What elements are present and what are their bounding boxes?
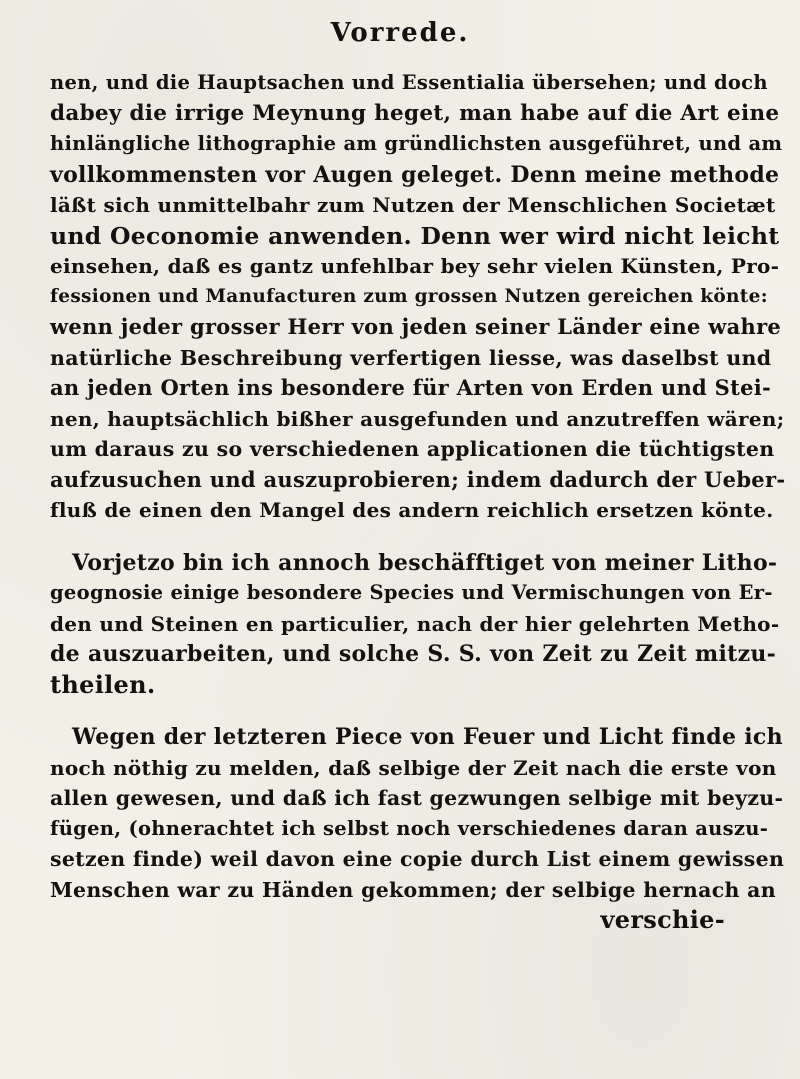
text-line: fügen, (ohnerachtet ich selbst noch verschiedenes daran auszu- [50, 816, 769, 840]
text-line: dabey die irrige Meynung heget, man habe auf die Art eine [50, 100, 780, 126]
text-line: allen gewesen, und daß ich fast gezwungen selbige mit beyzu- [50, 786, 784, 810]
text-line: fluß de einen den Mangel des andern reichlich ersetzen könte. [50, 498, 774, 522]
paragraph-1 [50, 68, 785, 526]
text-line: nen, und die Hauptsachen und Essentialia übersehen; und doch [50, 71, 768, 94]
text-line: läßt sich unmittelbahr zum Nutzen der Menschlichen Societæt [50, 193, 776, 217]
text-line: Vorjetzo bin ich annoch beschäfftiget von meiner Litho- [72, 549, 778, 576]
text-line: noch nöthig zu melden, daß selbige der Zeit nach die erste von [50, 755, 777, 780]
text-line: Wegen der letzteren Piece von Feuer und Licht finde ich [72, 724, 783, 750]
text-line: setzen finde) weil davon eine copie durch List einem gewissen [50, 847, 785, 871]
text-line: natürliche Beschreibung verfertigen liesse, was daselbst und [50, 345, 772, 370]
paragraph-3 [50, 722, 785, 905]
text-line: nen, hauptsächlich bißher ausgefunden und anzutreffen wären; [50, 406, 785, 431]
text-line: wenn jeder grosser Herr von jeden seiner Länder eine wahre [50, 314, 782, 339]
text-line: und Oeconomie anwenden. Denn wer wird nicht leicht [50, 221, 780, 250]
text-line: Menschen war zu Händen gekommen; der selbige hernach an [50, 877, 776, 902]
text-line: de auszuarbeiten, und solche S. S. von Zeit zu Zeit mitzu- [50, 641, 777, 667]
body-text [50, 68, 785, 936]
paragraph-2 [50, 548, 785, 701]
text-line: geognosie einige besondere Species und Vermischungen von Er- [50, 581, 773, 604]
text-line: um daraus zu so verschiedenen applicationen die tüchtigsten [50, 437, 775, 461]
text-line: aufzusuchen und auszuprobieren; indem dadurch der Ueber- [50, 466, 786, 492]
text-line: hinlängliche lithographie am gründlichsten ausgeführet, und am [50, 132, 783, 155]
text-line: vollkommensten vor Augen geleget. Denn meine methode [50, 161, 780, 188]
text-line: an jeden Orten ins besondere für Arten von Erden und Stei- [50, 375, 772, 400]
text-line: fessionen und Manufacturen zum grossen Nutzen gereichen könte: [50, 285, 768, 307]
page-header: Vorrede. [330, 18, 470, 48]
text-line: theilen. [50, 669, 156, 699]
catchword: verschie- [600, 905, 725, 934]
text-line: einsehen, daß es gantz unfehlbar bey sehr vielen Künsten, Pro- [50, 254, 780, 278]
text-line: den und Steinen en particulier, nach der hier gelehrten Metho- [50, 611, 780, 636]
